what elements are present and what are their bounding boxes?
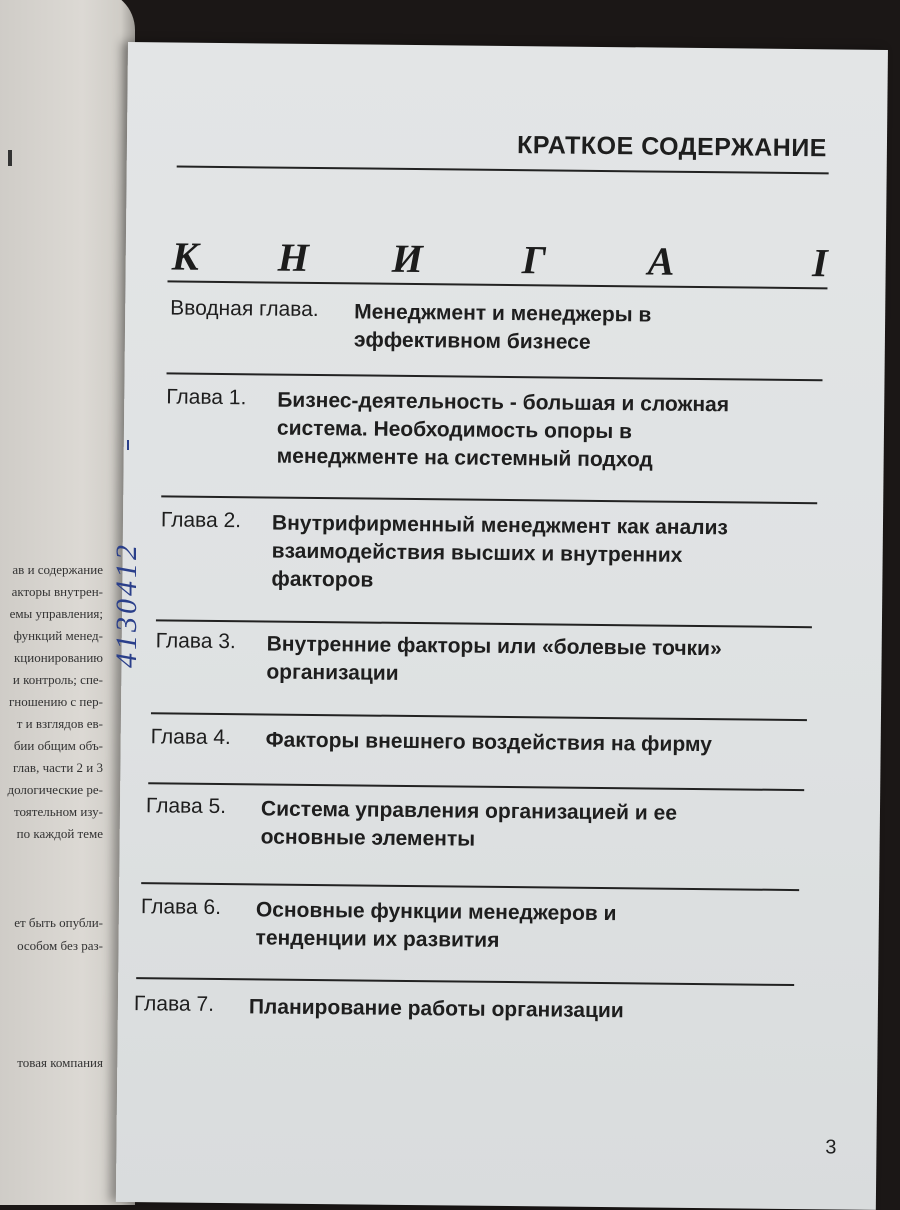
book-title-letter: Г [521,236,546,283]
book-title-letter: И [392,235,424,282]
book-title-letter: К [172,232,200,279]
chapter-title-line: Внутрифирменный менеджмент как анализ [272,510,728,543]
handwritten-note [108,440,148,670]
chapter-title-line: Менеджмент и менеджеры в [354,298,652,329]
chapter-title-line: факторов [271,566,727,599]
left-page-mark [8,150,12,166]
chapter-title-line: эффективном бизнесе [354,326,652,357]
chapter-label: Глава 1. [166,385,246,410]
toc-entry-intro[interactable] [170,296,821,363]
left-page-text: т и взглядов ев- [17,716,103,732]
rule [151,712,807,721]
chapter-label: Глава 3. [156,629,236,654]
chapter-label: Вводная глава. [170,296,319,322]
chapter-title [277,387,730,476]
left-page-text: акторы внутрен- [12,584,103,600]
toc-entry-chapter-5[interactable] [145,794,836,861]
chapter-label: Глава 7. [134,992,214,1017]
left-page-text: бии общим объ- [14,738,103,754]
toc-entry-chapter-1[interactable] [165,385,846,482]
left-page-text: ав и содержание [12,562,103,578]
chapter-title-line: тенденции их развития [255,924,616,956]
book-title-letter: Н [278,234,310,281]
chapter-title [255,896,616,956]
rule [136,977,794,986]
chapter-title-line: система. Необходимость опоры в [277,415,729,448]
left-page-text: дологические ре- [7,782,103,798]
chapter-label: Глава 2. [161,508,241,533]
toc-entry-chapter-2[interactable] [160,508,841,605]
left-page-text: особом без раз- [17,938,103,954]
chapter-label: Глава 6. [141,895,221,920]
chapter-label: Глава 5. [146,794,226,819]
book-page [116,42,888,1210]
toc-entry-chapter-6[interactable] [140,895,831,962]
chapter-label: Глава 4. [151,725,231,750]
rule [156,619,812,628]
chapter-title-line: Система управления организацией и ее [261,795,677,827]
left-page-text: товая компания [17,1055,103,1071]
left-page-text: глав, части 2 и 3 [13,760,103,776]
rule [148,782,804,791]
chapter-title-line: взаимодействия высших и внутренних [272,538,728,571]
chapter-title-line: Бизнес-деятельность - большая и сложная [277,387,729,420]
chapter-title-line: организации [266,658,721,691]
left-page-text: гношению с пер- [9,694,103,710]
chapter-title-line: менеджменте на системный подход [277,443,729,476]
chapter-title [261,795,678,855]
chapter-title-line: Основные функции менеджеров и [256,896,617,928]
chapter-title [249,993,624,1025]
chapter-title-line: Факторы внешнего воздействия на фирму [266,726,712,759]
page-number: 3 [825,1136,836,1159]
left-page-text: кционированию [14,650,103,666]
chapter-title [266,630,722,691]
book-title-letter: А [647,237,674,284]
left-page-text: емы управления; [10,606,103,622]
left-page-text: по каждой теме [17,826,103,842]
chapter-title-line: Планирование работы организации [249,993,624,1025]
toc-entry-chapter-7[interactable] [134,992,824,1031]
left-page-text: функций менед- [14,628,104,644]
chapter-title-line: основные элементы [261,823,677,855]
chapter-title [354,298,652,357]
rule [141,882,799,891]
left-page-text: ет быть опубли- [14,915,103,931]
handwritten-note-text: 4130412 [110,542,143,668]
toc-entry-chapter-4[interactable] [151,725,851,764]
chapter-title-line: Внутренние факторы или «болевые точки» [267,630,722,663]
rule [167,372,823,381]
left-page-text: тоятельном изу- [14,804,103,820]
page-header: КРАТКОЕ СОДЕРЖАНИЕ [517,131,827,163]
toc-entry-chapter-3[interactable] [155,629,846,696]
chapter-title [266,726,712,759]
chapter-title [271,510,728,599]
rule [161,495,817,504]
header-rule [177,166,829,175]
left-page-text: и контроль; спе- [13,672,103,688]
book-title-letter: I [812,239,828,286]
